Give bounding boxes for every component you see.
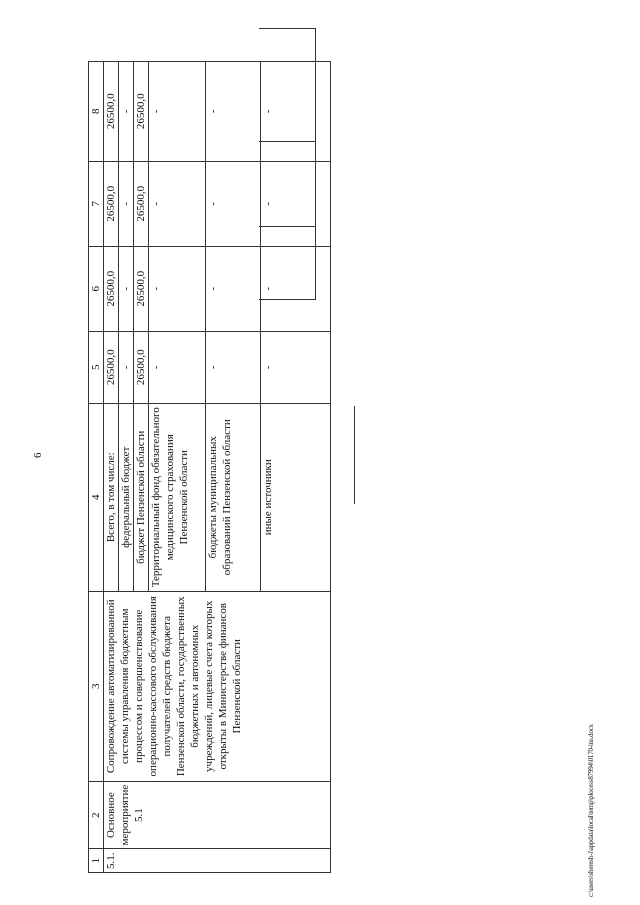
value-cell: 26500,0 bbox=[104, 161, 119, 246]
value-cell: - bbox=[149, 61, 206, 161]
header-col-1: 1 bbox=[89, 849, 104, 873]
value-cell: - bbox=[261, 246, 331, 331]
value-cell: - bbox=[206, 246, 261, 331]
measure-description: Сопровождение автоматизированной системы управления бюджетным процессом и совершенствование операционно-кассового обслуживания получателей средств бюджета Пензенской области, государственных бюджетных и автономных учреждений, лицевые счета которых открыты в Министерстве финансов Пензенской области bbox=[104, 591, 331, 781]
value-cell: - bbox=[119, 61, 134, 161]
value-cell: - bbox=[261, 161, 331, 246]
value-cell: 26500,0 bbox=[104, 246, 119, 331]
page-number: 6 bbox=[32, 452, 44, 458]
value-cell: - bbox=[149, 331, 206, 403]
empty-cell bbox=[259, 226, 315, 299]
value-cell: - bbox=[119, 246, 134, 331]
source-label: Территориальный фонд обязательного медицинского страхования Пензенской области bbox=[149, 403, 206, 591]
header-col-3: 3 bbox=[89, 591, 104, 781]
source-label: бюджет Пензенской области bbox=[134, 403, 149, 591]
value-cell: 26500,0 bbox=[134, 61, 149, 161]
value-cell: - bbox=[149, 161, 206, 246]
source-label: бюджеты муниципальных образований Пензенской области bbox=[206, 403, 261, 591]
empty-cell bbox=[259, 141, 315, 227]
value-cell: - bbox=[206, 61, 261, 161]
empty-table-fragment bbox=[259, 28, 316, 300]
value-cell: 26500,0 bbox=[104, 331, 119, 403]
value-cell: - bbox=[261, 61, 331, 161]
source-label: Всего, в том числе: bbox=[104, 403, 119, 591]
value-cell: - bbox=[261, 331, 331, 403]
value-cell: - bbox=[206, 331, 261, 403]
header-row bbox=[89, 61, 104, 872]
value-cell: - bbox=[119, 331, 134, 403]
value-cell: 26500,0 bbox=[134, 246, 149, 331]
header-col-5: 5 bbox=[89, 331, 104, 403]
measure-name: Основное мероприятие 5.1 bbox=[104, 781, 331, 849]
value-cell: - bbox=[149, 246, 206, 331]
header-col-2: 2 bbox=[89, 781, 104, 849]
table-row bbox=[104, 61, 119, 872]
value-cell: 26500,0 bbox=[104, 61, 119, 161]
source-label: иные источники bbox=[261, 403, 331, 591]
value-cell: 26500,0 bbox=[134, 161, 149, 246]
header-col-4: 4 bbox=[89, 403, 104, 591]
header-col-8: 8 bbox=[89, 61, 104, 161]
footer-file-path: c:\users\sheresh-i\appdata\local\temp\plocess87994\0170-ins.docx bbox=[587, 724, 595, 897]
divider-line bbox=[354, 406, 355, 504]
row-number: 5.1. bbox=[104, 849, 331, 873]
source-label: федеральный бюджет bbox=[119, 403, 134, 591]
header-col-7: 7 bbox=[89, 161, 104, 246]
value-cell: - bbox=[119, 161, 134, 246]
value-cell: 26500,0 bbox=[134, 331, 149, 403]
header-col-6: 6 bbox=[89, 246, 104, 331]
value-cell: - bbox=[206, 161, 261, 246]
